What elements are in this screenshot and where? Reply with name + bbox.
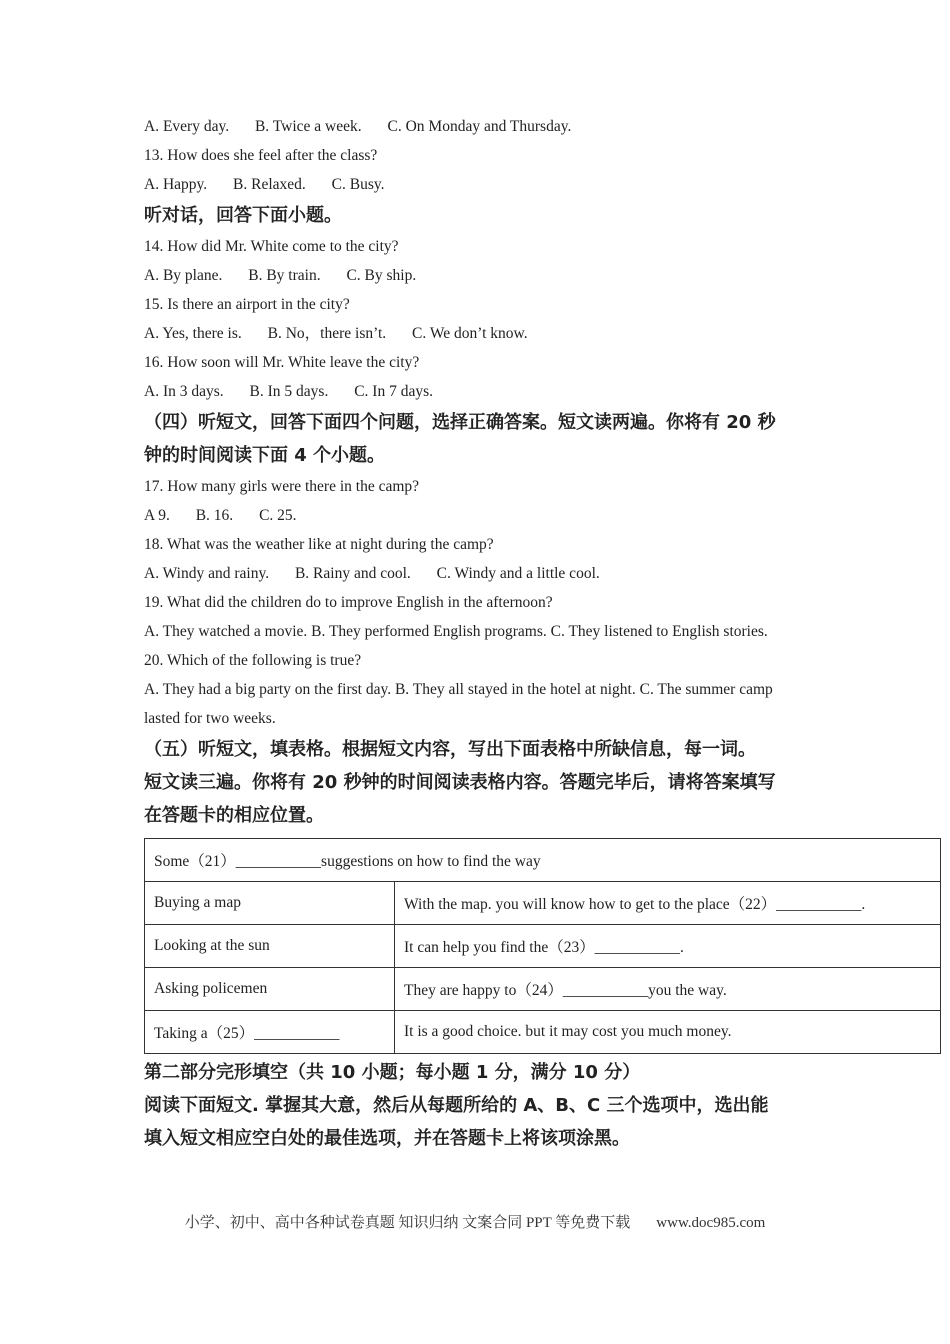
table-header-row — [145, 839, 941, 882]
q13-option-a: A. Happy. — [144, 176, 208, 193]
suggestions-table — [144, 838, 941, 1054]
table-cell-detail: It can help you find the（23）___________. — [395, 925, 941, 968]
table-row — [145, 925, 941, 968]
table-cell-detail: With the map. you will know how to get to the place（22）___________. — [395, 882, 941, 925]
q14-options — [144, 261, 944, 290]
q15-option-b: B. No，there isn’t. — [267, 325, 387, 342]
q17-option-b: B. 16. — [195, 507, 234, 524]
q15-question: 15. Is there an airport in the city? — [144, 296, 350, 313]
section5-heading-line2: 短文读三遍。你将有 20 秒钟的时间阅读表格内容。答题完毕后，请将答案填写 — [144, 772, 776, 793]
q19-question: 19. What did the children do to improve English in the afternoon? — [144, 594, 553, 611]
q17-options — [144, 501, 944, 530]
q13-options — [144, 170, 944, 199]
q18-question: 18. What was the weather like at night during the camp? — [144, 536, 494, 553]
q17-option-c: C. 25. — [259, 507, 297, 524]
table-cell-method: Looking at the sun — [145, 925, 395, 968]
q14-option-a: A. By plane. — [144, 267, 223, 284]
footer-url: www.doc985.com — [656, 1215, 766, 1231]
q13-option-b: B. Relaxed. — [233, 176, 306, 193]
table-cell-method: Asking policemen — [145, 968, 395, 1011]
section5-heading-line1: （五）听短文，填表格。根据短文内容，写出下面表格中所缺信息，每一词。 — [144, 739, 756, 760]
q14-option-c: C. By ship. — [346, 267, 417, 284]
table-cell-detail: It is a good choice. but it may cost you much money. — [395, 1011, 941, 1054]
q18-options — [144, 559, 944, 588]
table-row — [145, 882, 941, 925]
q15-option-c: C. We don’t know. — [412, 325, 528, 342]
table-row — [145, 1011, 941, 1054]
q14-option-b: B. By train. — [248, 267, 321, 284]
q16-question: 16. How soon will Mr. White leave the city? — [144, 354, 420, 371]
q12-option-c: C. On Monday and Thursday. — [387, 118, 572, 135]
page-footer — [0, 1211, 950, 1232]
section4-heading-line1: （四）听短文，回答下面四个问题，选择正确答案。短文读两遍。你将有 20 秒 — [144, 412, 776, 433]
q13-option-c: C. Busy. — [331, 176, 385, 193]
q16-options — [144, 377, 944, 406]
q20-question: 20. Which of the following is true? — [144, 652, 362, 669]
q17-question: 17. How many girls were there in the camp? — [144, 478, 420, 495]
q15-options — [144, 319, 944, 348]
dialog-section-heading: 听对话，回答下面小题。 — [144, 205, 342, 226]
q15-option-a: A. Yes, there is. — [144, 325, 242, 342]
part2-instructions-line2: 填入短文相应空白处的最佳选项，并在答题卡上将该项涂黑。 — [144, 1128, 630, 1149]
part2-title: 第二部分完形填空（共 10 小题；每小题 1 分，满分 10 分） — [144, 1062, 641, 1083]
q18-option-b: B. Rainy and cool. — [294, 565, 411, 582]
exam-page-content — [144, 112, 944, 1155]
q18-option-a: A. Windy and rainy. — [144, 565, 270, 582]
q16-option-c: C. In 7 days. — [354, 383, 433, 400]
q16-option-a: A. In 3 days. — [144, 383, 224, 400]
q16-option-b: B. In 5 days. — [249, 383, 329, 400]
section5-heading-line3: 在答题卡的相应位置。 — [144, 805, 324, 826]
q20-options: A. They had a big party on the first day. B. They all stayed in the hotel at night. C. The summer camp lasted for two weeks. — [144, 681, 773, 727]
q12-option-a: A. Every day. — [144, 118, 230, 135]
q19-options: A. They watched a movie. B. They performed English programs. C. They listened to English stories. — [144, 623, 768, 640]
part2-instructions-line1: 阅读下面短文. 掌握其大意，然后从每题所给的 A、B、C 三个选项中，选出能 — [144, 1095, 769, 1116]
q17-option-a: A 9. — [144, 507, 170, 524]
q12-options — [144, 112, 944, 141]
table-cell-method: Buying a map — [145, 882, 395, 925]
q12-option-b: B. Twice a week. — [254, 118, 362, 135]
table-cell-detail: They are happy to（24）___________you the way. — [395, 968, 941, 1011]
q14-question: 14. How did Mr. White come to the city? — [144, 238, 399, 255]
section4-heading-line2: 钟的时间阅读下面 4 个小题。 — [144, 445, 386, 466]
table-cell-method: Taking a（25）___________ — [145, 1011, 395, 1054]
table-row — [145, 968, 941, 1011]
q18-option-c: C. Windy and a little cool. — [436, 565, 600, 582]
footer-text: 小学、初中、高中各种试卷真题 知识归纳 文案合同 PPT 等免费下载 — [184, 1215, 631, 1231]
q13-question: 13. How does she feel after the class? — [144, 147, 378, 164]
table-header-cell: Some（21）___________suggestions on how to find the way — [145, 839, 941, 882]
